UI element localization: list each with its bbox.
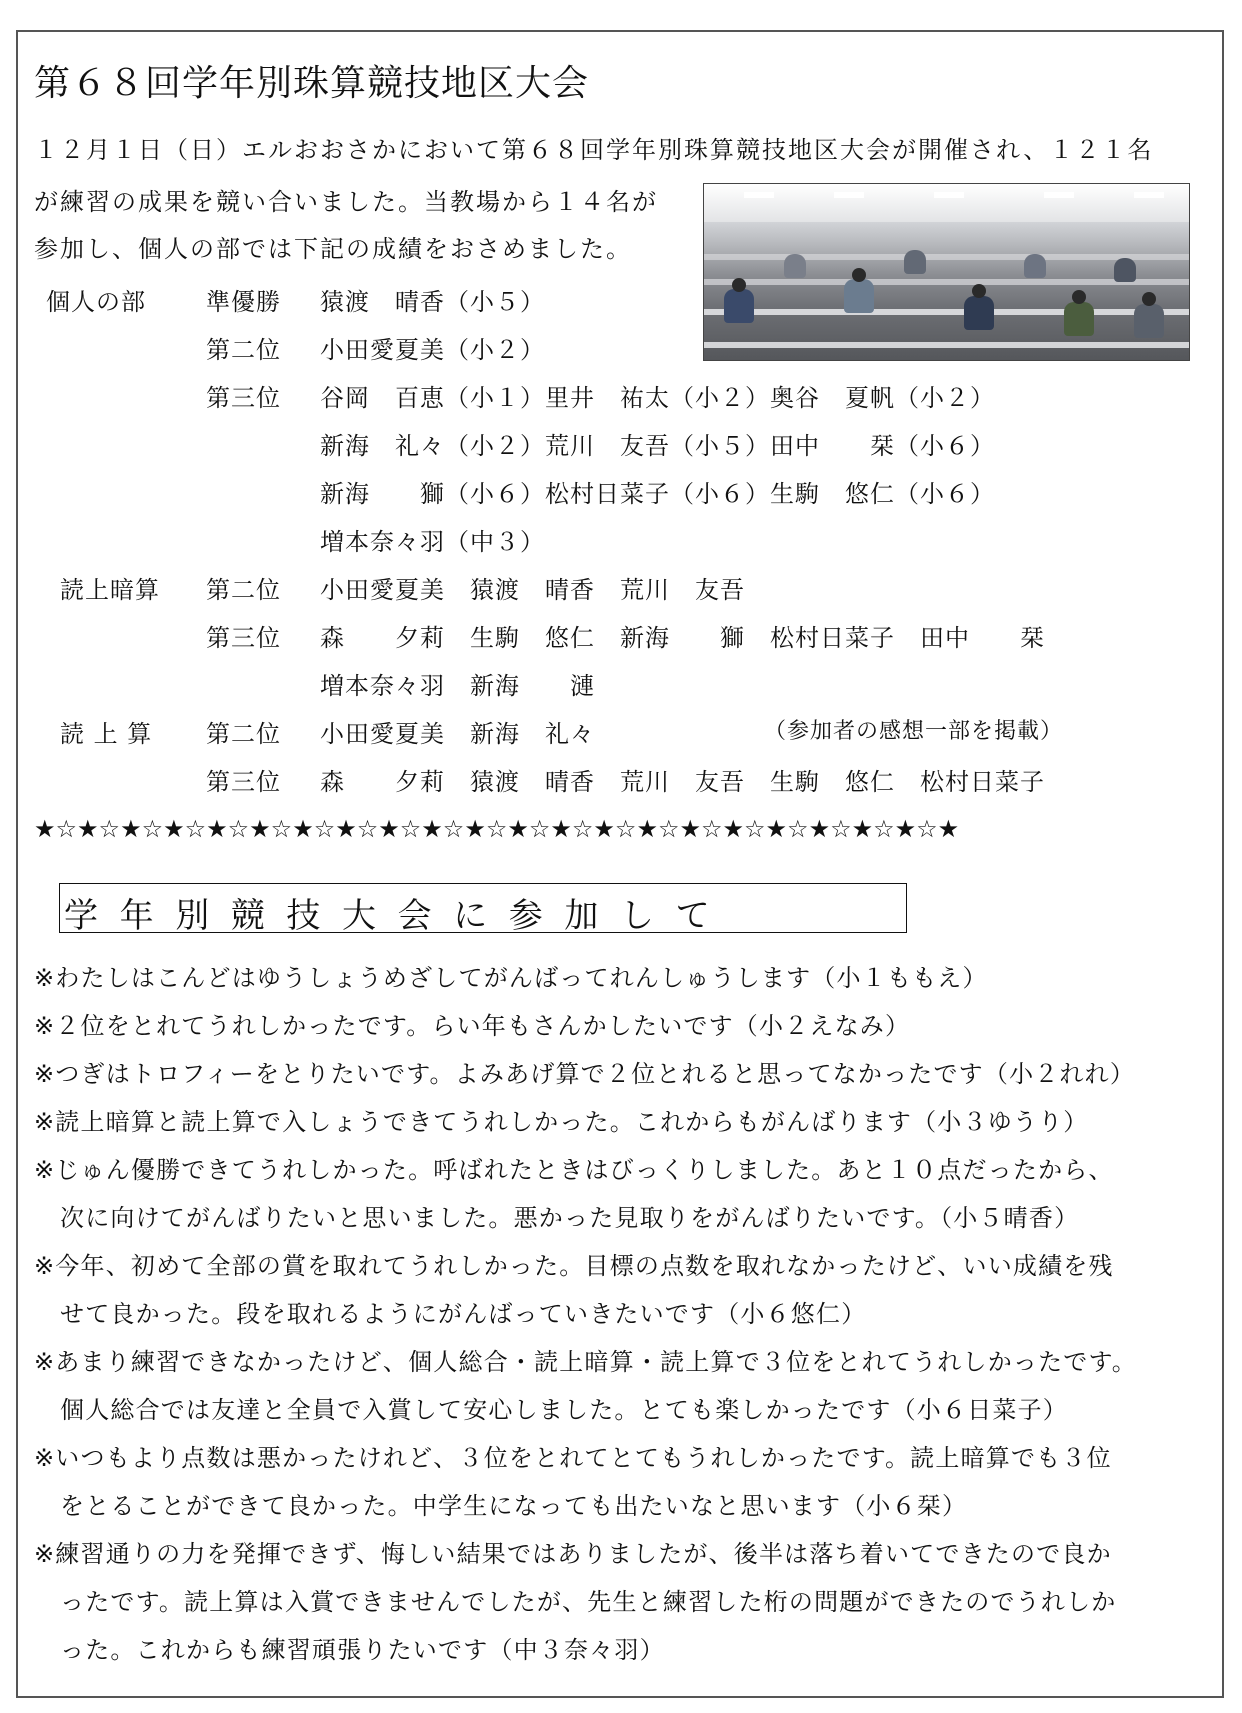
kojin-label: 個人の部 (46, 288, 146, 316)
comment-1: ※わたしはこんどはゆうしょうめざしてがんばってれんしゅうします（小１ももえ） (34, 964, 988, 992)
section-heading: 学年別競技大会に参加して (64, 896, 732, 936)
kojin-rank-2: 第二位 (206, 336, 281, 364)
kojin-rank-1: 準優勝 (206, 288, 281, 316)
intro-line-2: が練習の成果を競い合いました。当教場から１４名が (34, 188, 658, 216)
competition-photo (703, 183, 1190, 361)
comment-6: ※今年、初めて全部の賞を取れてうれしかった。目標の点数を取れなかったけど、いい成績を残 (34, 1252, 1114, 1280)
yomizan-names-2: 小田愛夏美 新海 礼々 (320, 720, 595, 748)
star-divider: ★☆★☆★☆★☆★☆★☆★☆★☆★☆★☆★☆★☆★☆★☆★☆★☆★☆★☆★☆★☆★☆★ (34, 815, 960, 843)
comment-7: ※あまり練習できなかったけど、個人総合・読上暗算・読上算で３位をとれてうれしかったです。 (34, 1348, 1137, 1376)
anzan-names-3b: 増本奈々羽 新海 漣 (320, 672, 595, 700)
comment-3: ※つぎはトロフィーをとりたいです。よみあげ算で２位とれると思ってなかったです（小２れれ） (34, 1060, 1136, 1088)
kojin-names-3d: 増本奈々羽（中３） (320, 528, 545, 556)
comment-9-cont2: った。これからも練習頑張りたいです（中３奈々羽） (60, 1636, 665, 1664)
page-title: 第６８回学年別珠算競技地区大会 (34, 63, 590, 104)
kojin-names-2: 小田愛夏美（小２） (320, 336, 545, 364)
comment-8-cont: をとることができて良かった。中学生になっても出たいなと思います（小６栞） (60, 1492, 968, 1520)
kojin-names-3c: 新海 獅（小６）松村日菜子（小６）生駒 悠仁（小６） (320, 480, 995, 508)
anzan-label: 読上暗算 (60, 576, 160, 604)
kojin-rank-3: 第三位 (206, 384, 281, 412)
comments-note: （参加者の感想一部を掲載） (764, 719, 1064, 744)
anzan-names-3a: 森 夕莉 生駒 悠仁 新海 獅 松村日菜子 田中 栞 (320, 624, 1045, 652)
anzan-names-2: 小田愛夏美 猿渡 晴香 荒川 友吾 (320, 576, 745, 604)
intro-line-1: １２月１日（日）エルおおさかにおいて第６８回学年別珠算競技地区大会が開催され、１２１名 (34, 136, 1154, 164)
kojin-names-3b: 新海 礼々（小２）荒川 友吾（小５）田中 栞（小６） (320, 432, 995, 460)
comment-6-cont: せて良かった。段を取れるようにがんばっていきたいです（小６悠仁） (60, 1300, 867, 1328)
comment-2: ※２位をとれてうれしかったです。らい年もさんかしたいです（小２えなみ） (34, 1012, 911, 1040)
yomizan-label: 読 上 算 (60, 720, 153, 748)
comment-5-cont: 次に向けてがんばりたいと思いました。悪かった見取りをがんばりたいです。（小５晴香） (60, 1204, 1080, 1232)
yomizan-rank-2: 第二位 (206, 720, 281, 748)
comment-5: ※じゅん優勝できてうれしかった。呼ばれたときはびっくりしました。あと１０点だったから、 (34, 1156, 1114, 1184)
comment-9: ※練習通りの力を発揮できず、悔しい結果ではありましたが、後半は落ち着いてできたので良か (34, 1540, 1112, 1568)
yomizan-rank-3: 第三位 (206, 768, 281, 796)
comment-7-cont: 個人総合では友達と全員で入賞して安心しました。とても楽しかったです（小６日菜子） (60, 1396, 1068, 1424)
anzan-rank-2: 第二位 (206, 576, 281, 604)
comment-9-cont: ったです。読上算は入賞できませんでしたが、先生と練習した桁の問題ができたのでうれしか (60, 1588, 1117, 1616)
kojin-names-1: 猿渡 晴香（小５） (320, 288, 545, 316)
yomizan-names-3: 森 夕莉 猿渡 晴香 荒川 友吾 生駒 悠仁 松村日菜子 (320, 768, 1045, 796)
kojin-names-3a: 谷岡 百恵（小１）里井 祐太（小２）奥谷 夏帆（小２） (320, 384, 995, 412)
comment-4: ※読上暗算と読上算で入しょうできてうれしかった。これからもがんばります（小３ゆうり） (34, 1108, 1089, 1136)
intro-line-3: 参加し、個人の部では下記の成績をおさめました。 (34, 235, 632, 263)
section-heading-box (59, 883, 907, 936)
comment-8: ※いつもより点数は悪かったけれど、３位をとれてとてもうれしかったです。読上暗算でも３位 (34, 1444, 1112, 1472)
anzan-rank-3: 第三位 (206, 624, 281, 652)
